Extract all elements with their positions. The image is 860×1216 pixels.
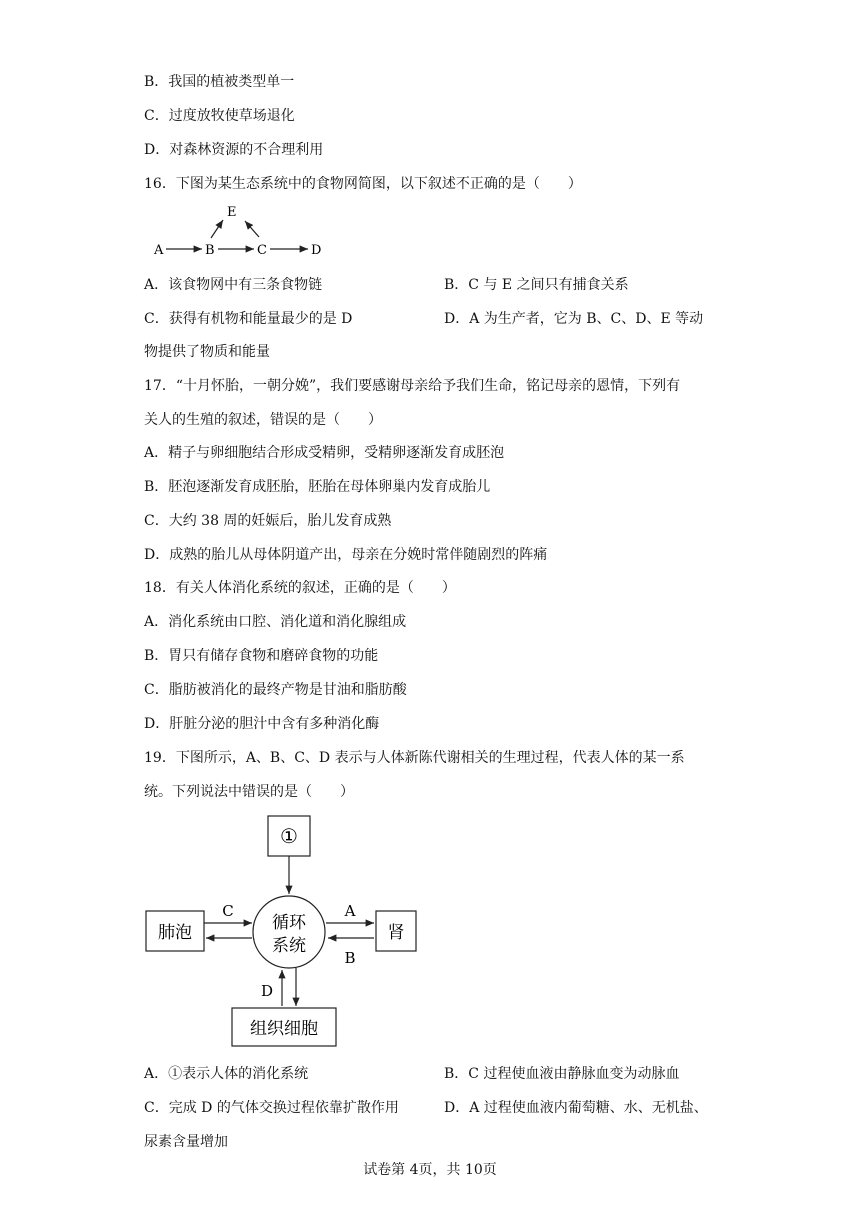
q19-option-d: D．A 过程使血液内葡萄糖、水、无机盐、	[444, 1100, 708, 1116]
q19-option-b: B．C 过程使血液由静脉血变为动脉血	[444, 1066, 680, 1082]
q19-option-a: A．①表示人体的消化系统	[144, 1066, 309, 1082]
tissue-cell-label: 组织细胞	[250, 1019, 318, 1039]
q17-option-c: C．大约 38 周的妊娠后，胎儿发育成熟	[144, 513, 392, 529]
q19-option-c: C．完成 D 的气体交换过程依靠扩散作用	[144, 1100, 399, 1116]
metabolism-diagram	[140, 810, 430, 1050]
q16-option-a: A．该食物网中有三条食物链	[144, 277, 323, 293]
q16-stem: 16．下图为某生态系统中的食物网简图，以下叙述不正确的是（ ）	[144, 176, 582, 192]
q15-option-d: D．对森林资源的不合理利用	[144, 142, 324, 158]
digestive-system-label: ①	[280, 824, 298, 848]
food-web-node-a: A	[154, 243, 164, 258]
q16-option-c: C．获得有机物和能量最少的是 D	[144, 311, 353, 327]
q16-option-d: D．A 为生产者，它为 B、C、D、E 等动	[444, 311, 704, 327]
q17-option-a: A．精子与卵细胞结合形成受精卵，受精卵逐渐发育成胚泡	[144, 445, 505, 461]
kidney-label: 肾	[387, 923, 405, 943]
food-web-node-b: B	[205, 243, 215, 258]
q19-option-d-continued: 尿素含量增加	[144, 1134, 228, 1150]
q18-option-c: C．脂肪被消化的最终产物是甘油和脂肪酸	[144, 682, 407, 698]
q19-stem-continued: 统。下列说法中错误的是（ ）	[144, 784, 354, 800]
circulatory-system-label-1: 循环	[272, 913, 306, 933]
arrow-c-e	[245, 221, 259, 237]
food-web-node-c: C	[257, 243, 267, 258]
label-d: D	[260, 982, 274, 1000]
q16-option-b: B．C 与 E 之间只有捕食关系	[444, 277, 629, 293]
q19-stem: 19．下图所示，A、B、C、D 表示与人体新陈代谢相关的生理过程，代表人体的某一系	[144, 750, 685, 766]
q17-stem-continued: 关人的生殖的叙述，错误的是（ ）	[144, 412, 382, 428]
q18-option-d: D．肝脏分泌的胆汁中含有多种消化酶	[144, 716, 380, 732]
food-web-diagram	[148, 200, 338, 264]
food-web-node-e: E	[227, 205, 237, 220]
q18-stem: 18．有关人体消化系统的叙述，正确的是（ ）	[144, 580, 456, 596]
food-web-node-d: D	[311, 243, 322, 258]
arrow-b-e	[211, 220, 223, 238]
q16-option-d-continued: 物提供了物质和能量	[144, 344, 270, 360]
q17-option-b: B．胚泡逐渐发育成胚胎，胚胎在母体卵巢内发育成胎儿	[144, 479, 491, 495]
page-footer: 试卷第 4页，共 10页	[363, 1162, 497, 1178]
q17-stem: 17．“十月怀胎，一朝分娩”，我们要感谢母亲给予我们生命，铭记母亲的恩情，下列有	[144, 378, 681, 394]
q18-option-a: A．消化系统由口腔、消化道和消化腺组成	[144, 614, 407, 630]
q15-option-b: B．我国的植被类型单一	[144, 74, 295, 90]
label-b: B	[344, 949, 356, 967]
label-c: C	[222, 902, 234, 920]
q17-option-d: D．成熟的胎儿从母体阴道产出，母亲在分娩时常伴随剧烈的阵痛	[144, 547, 548, 563]
q15-option-c: C．过度放牧使草场退化	[144, 108, 295, 124]
circulatory-system-label-2: 系统	[272, 936, 306, 956]
q18-option-b: B．胃只有储存食物和磨碎食物的功能	[144, 648, 379, 664]
alveoli-label: 肺泡	[158, 923, 192, 943]
label-a: A	[344, 902, 356, 920]
